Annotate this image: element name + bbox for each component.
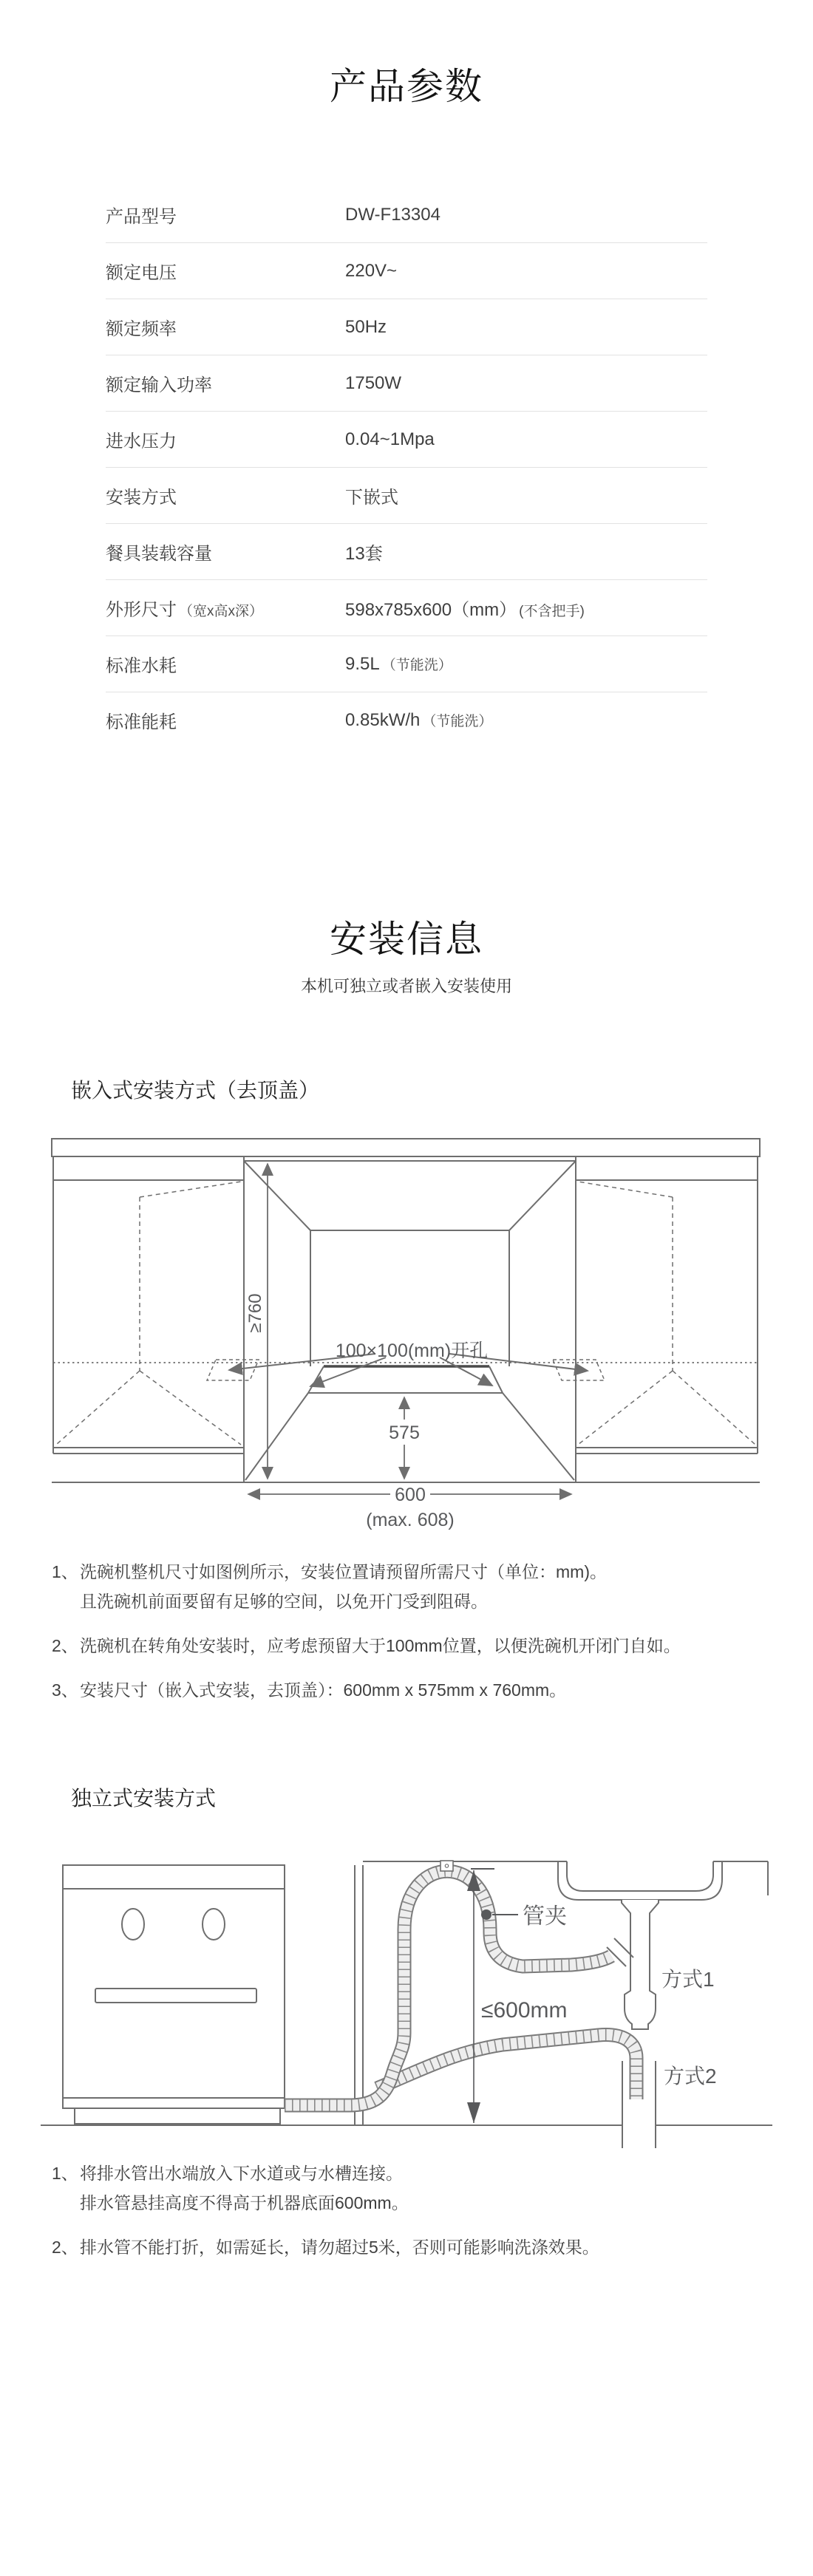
- table-row: [106, 412, 707, 468]
- freestanding-notes: [52, 2158, 813, 2262]
- spec-label: 产品型号: [106, 207, 177, 227]
- table-row: [106, 299, 707, 355]
- spec-label: 标准水耗: [106, 656, 177, 676]
- spec-value: 598x785x600（mm）: [345, 600, 517, 620]
- spec-label: 安装方式: [106, 488, 177, 508]
- spec-value: 0.85kW/h: [345, 709, 421, 730]
- built-in-installation-diagram: [44, 1127, 769, 1541]
- note-line: 将排水管出水端放入下水道或与水槽连接。: [80, 2164, 403, 2183]
- note-item: 1、 洗碗机整机尺寸如图例所示，安装位置请预留所需尺寸（单位：mm)。 且洗碗机前面要留有足够的空间，以免开门受到阻碍。: [52, 1557, 813, 1616]
- page-title: 产品参数: [330, 66, 483, 107]
- sink-bowl: [558, 1861, 722, 1900]
- install-subtitle: 本机可独立或者嵌入安装使用: [300, 977, 512, 995]
- depth-dimension-label: 575: [389, 1422, 420, 1443]
- note-item: 1、 将排水管出水端放入下水道或与水槽连接。 排水管悬挂高度不得高于机器底面600mm。: [52, 2158, 813, 2218]
- height-dimension-label: ≥760: [245, 1293, 265, 1333]
- note-item: 2、 排水管不能打折，如需延长，请勿超过5米，否则可能影响洗涤效果。: [52, 2232, 813, 2262]
- spec-value: 220V~: [345, 260, 398, 281]
- dishwasher-base: [75, 2108, 280, 2124]
- spec-label: 额定输入功率: [106, 375, 212, 395]
- install-title: 安装信息: [330, 919, 483, 960]
- note-line: 洗碗机在转角处安装时，应考虑预留大于100mm位置，以便洗碗机开闭门自如。: [80, 1636, 681, 1655]
- width-max-label: (max. 608): [366, 1510, 455, 1530]
- spec-value: 下嵌式: [345, 488, 398, 508]
- note-item: 3、 安装尺寸（嵌入式安装，去顶盖）：600mm x 575mm x 760mm。: [52, 1675, 813, 1705]
- table-row: [106, 468, 707, 524]
- sink-drain-pipe: [622, 1900, 659, 2029]
- spec-label: 进水压力: [106, 432, 177, 452]
- table-row: 标准水耗 9.5L （节能洗）: [106, 636, 707, 692]
- built-in-heading: 嵌入式安装方式（去顶盖）: [71, 1079, 320, 1102]
- countertop: [52, 1139, 760, 1156]
- note-line: 排水管悬挂高度不得高于机器底面600mm。: [80, 2193, 409, 2212]
- table-row: [106, 355, 707, 412]
- spec-value: 0.04~1Mpa: [345, 429, 435, 449]
- spec-value: DW-F13304: [345, 204, 440, 225]
- width-dimension-label: 600: [395, 1485, 426, 1505]
- spec-label: 额定频率: [106, 319, 177, 339]
- note-item: 2、 洗碗机在转角处安装时，应考虑预留大于100mm位置，以便洗碗机开闭门自如。: [52, 1631, 813, 1660]
- spec-value: 13套: [345, 544, 383, 564]
- built-in-notes: [52, 1557, 813, 1705]
- table-row: [106, 243, 707, 299]
- table-row: 标准能耗 0.85kW/h （节能洗）: [106, 692, 707, 748]
- height-limit-label: ≤600mm: [481, 1998, 568, 2023]
- table-row: [106, 187, 707, 243]
- note-line: 排水管不能打折，如需延长，请勿超过5米，否则可能影响洗涤效果。: [80, 2238, 599, 2257]
- cutout-label: 100×100(mm)开孔: [335, 1340, 489, 1361]
- spec-label: 额定电压: [106, 263, 177, 283]
- table-row: 外形尺寸 （宽x高x深） 598x785x600（mm） (不含把手): [106, 580, 707, 636]
- clamp-label: 管夹: [523, 1904, 567, 1929]
- method2-label: 方式2: [664, 2065, 717, 2088]
- spec-value: 50Hz: [345, 316, 387, 337]
- method1-label: 方式1: [661, 1968, 715, 1991]
- spec-label: 标准能耗: [106, 712, 177, 732]
- note-line: 洗碗机整机尺寸如图例所示，安装位置请预留所需尺寸（单位：mm)。: [80, 1562, 607, 1581]
- dishwasher: [63, 1865, 285, 2124]
- spec-table: [106, 187, 707, 748]
- freestanding-installation-diagram: [41, 1856, 772, 2151]
- table-row: [106, 524, 707, 580]
- spec-value: 1750W: [345, 372, 402, 393]
- spec-label: 餐具装载容量: [106, 544, 212, 564]
- note-line: 安装尺寸（嵌入式安装，去顶盖）：600mm x 575mm x 760mm。: [80, 1680, 567, 1700]
- spec-label: 外形尺寸: [106, 600, 177, 620]
- spec-value: 9.5L: [345, 653, 380, 674]
- note-line: 且洗碗机前面要留有足够的空间，以免开门受到阻碍。: [80, 1592, 488, 1611]
- freestanding-heading: 独立式安装方式: [71, 1787, 217, 1810]
- drain-hose: [285, 1871, 636, 2105]
